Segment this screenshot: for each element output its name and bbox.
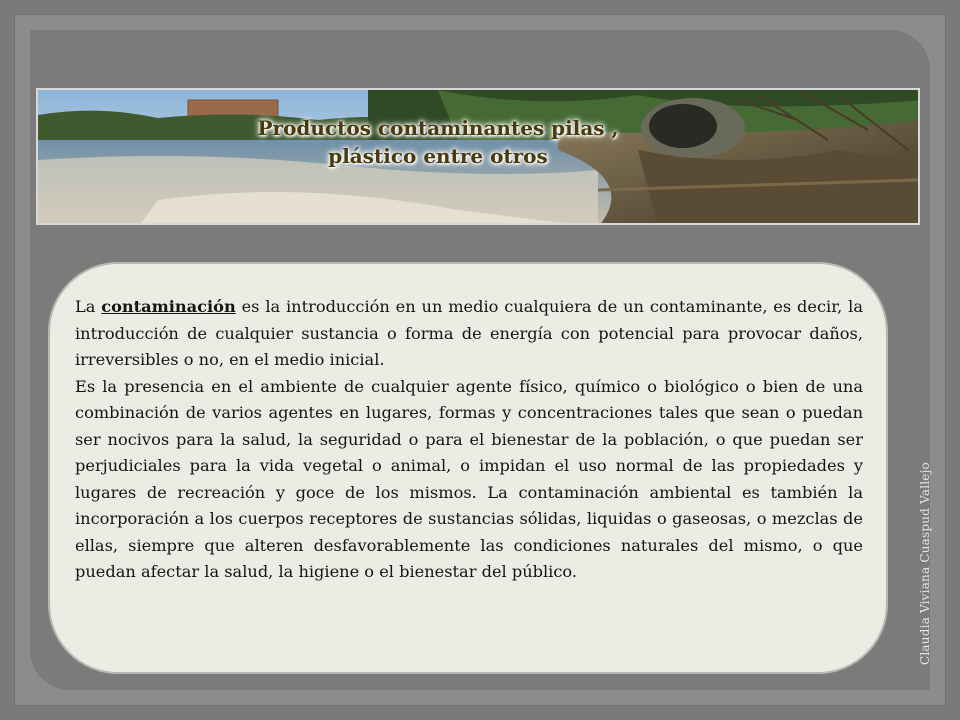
paragraph-1-rest: es la introducción en un medio cualquiera de un contaminante, es decir, la introducción de cualquier sustancia o forma de energía con potencial para provocar daños, irreversibles o no, en el medio inicial. (75, 297, 863, 369)
paragraph-1-start: La (75, 297, 96, 316)
body-text (75, 294, 863, 586)
banner-title-line2: plástico entre otros (328, 144, 548, 168)
paragraph-2: Es la presencia en el ambiente de cualquier agente físico, químico o biológico o bien de una combinación de varios agentes en lugares, formas y concentraciones tales que sean o puedan ser nocivos para la salud, la seguridad o para el bienestar de la población, o que puedan ser perjudiciales para la vida vegetal o animal, o impidan el uso normal de las propiedades y lugares de recreación y goce de los mismos. La contaminación ambiental es también la incorporación a los cuerpos receptores de sustancias sólidas, liquidas o gaseosas, o mezclas de ellas, siempre que alteren desfavorablemente las condiciones naturales del mismo, o que puedan afectar la salud, la higiene o el bienestar del público. (75, 376, 863, 581)
keyword-contaminacion: contaminación (101, 297, 236, 316)
paragraph-1 (75, 294, 863, 374)
banner-title (38, 114, 838, 170)
banner-image (36, 88, 920, 225)
banner-title-line1: Productos contaminantes pilas , (257, 116, 619, 140)
author-credit: Claudia Viviana Cuaspud Vallejo (918, 462, 932, 665)
